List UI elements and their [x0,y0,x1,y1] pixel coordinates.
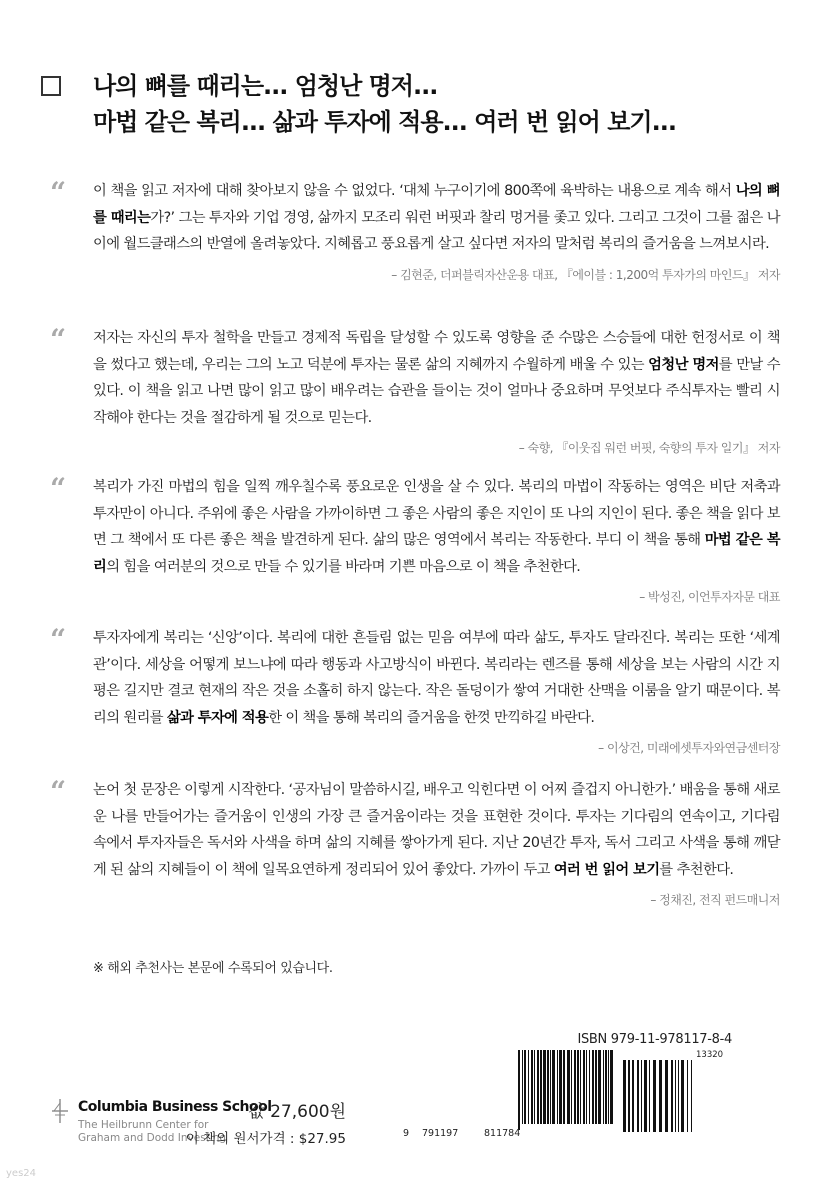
barcode-bar [577,1050,579,1124]
addon-bar [687,1060,688,1132]
addon-bar [644,1060,647,1132]
barcode-bar [557,1050,558,1124]
barcode-bar [608,1050,609,1124]
barcode-bar [534,1050,535,1124]
quote-text [93,474,780,580]
barcode-bar [522,1050,523,1124]
barcode-bar [531,1050,533,1124]
quote-text [93,777,780,883]
barcode-bar [610,1050,613,1124]
barcode-bar [528,1050,529,1124]
logo-sub-line-1: The Heilbrunn Center for [78,1119,209,1131]
barcode-bar [592,1050,594,1124]
quote-mark-icon: “ [50,623,67,656]
watermark: yes24 [6,1168,37,1179]
barcode-bar [567,1050,570,1124]
isbn-barcode [408,1050,748,1150]
columbia-crown-icon [52,1099,68,1123]
quote-text-part: 이 책을 읽고 저자에 대해 찾아보지 않을 수 없었다. ‘대체 누구이기에 800쪽에 육박하는 내용으로 계속 해서 [93,183,736,199]
barcode-bar [540,1050,542,1124]
quote-mark-icon: “ [50,176,67,209]
quote-attribution: – 정채진, 전직 펀드매니저 [650,893,780,907]
addon-bar [691,1060,692,1132]
barcode-bar [552,1050,555,1124]
recommendation-quote [50,325,780,456]
quote-highlight: 삶과 투자에 적용 [166,709,269,726]
price: 값 27,600원 [248,1102,346,1122]
quote-text-part: 를 만날 수 있다. 이 책을 읽고 나면 많이 읽고 많이 배우려는 습관을 들이는 것이 얼마나 중요하며 무엇보다 주식투자는 빨리 시작해야 한다는 것을 절감하게 될 것으로 믿는다. [93,356,780,426]
barcode-bar [524,1050,526,1124]
addon-bar [671,1060,673,1132]
barcode-bar [518,1050,520,1130]
barcode-bar [580,1050,581,1124]
barcode-bar [586,1050,587,1124]
barcode-lead-digit: 9 [403,1128,410,1139]
addon-code: 13320 [696,1050,724,1060]
quote-highlight: 엄청난 명저 [648,356,719,373]
recommendation-quote [50,474,780,605]
barcode-bar [563,1050,565,1124]
quote-text-part: 가?’ 그는 투자와 기업 경영, 삶까지 모조리 워런 버핏과 찰리 멍거를 좇고 있다. 그리고 그것이 그를 젊은 나이에 월드클래스의 반열에 올려놓았다. 지혜롭고 풍요롭게 살고 싶다면 저자의 말처럼 복리의 즐거움을 느껴보시라. [93,209,780,252]
addon-bar [628,1060,630,1132]
addon-bar [681,1060,684,1132]
barcode-bar [571,1050,572,1124]
quote-text-part: 를 추천한다. [659,861,734,878]
quote-text-part: 복리가 가진 마법의 힘을 일찍 깨우칠수록 풍요로운 인생을 살 수 있다. 복리의 마법이 작동하는 영역은 비단 저축과 투자만이 아니다. 주위에 좋은 사람을 가까이하면 그 좋은 사람의 좋은 지인이 또 나의 지인이 된다. 좋은 책을 읽다 보면 그 책에서 또 다른 좋은 책을 발견하게 된다. 삶의 많은 영역에서 복리는 작동한다. 부디 이 책을 통해 [93,479,780,548]
quote-text-part: 한 이 책을 통해 복리의 즐거움을 한껏 만끽하길 바란다. [268,709,595,726]
barcode-bar [537,1050,539,1124]
quote-highlight: 여러 번 읽어 보기 [553,861,660,878]
addon-bar [623,1060,626,1132]
heading-line-2: 마법 같은 복리... 삶과 투자에 적용... 여러 번 읽어 보기... [93,108,676,136]
recommendation-quote [50,178,780,283]
cover-heading [93,68,676,140]
heading-line-1: 나의 뼈를 때리는... 엄청난 명저... [93,72,438,100]
quote-text [93,325,780,431]
quote-mark-icon: “ [50,323,67,356]
barcode-left-digits: 791197 [422,1128,459,1139]
quote-text-part: 논어 첫 문장은 이렇게 시작한다. ‘공자님이 말씀하시길, 배우고 익힌다면 이 어찌 즐겁지 아니한가.’ 배움을 통해 새로운 나를 만들어가는 즐거움이 인생의 가장 큰 즐거움이라는 것을 표현한 것이다. 투자는 기다림의 연속이고, 기다림 속에서 투자자들은 독서와 사색을 하며 삶의 지혜를 쌓아가게 된다. 지난 20년간 투자, 독서 그리고 사색을 통해 깨닫게 된 삶의 지혜들이 이 책에 일목요연하게 정리되어 있어 좋았다. 가까이 두고 [93,782,780,878]
quote-mark-icon: “ [50,775,67,808]
addon-bar [653,1060,656,1132]
checkbox-square-icon [41,76,61,96]
barcode-bar [595,1050,597,1124]
barcode-bar [559,1050,562,1124]
addon-bar [632,1060,634,1132]
barcode-bar [605,1050,607,1124]
addon-bar [649,1060,650,1132]
quote-highlight: 마법 같은 복리 [93,532,780,575]
quote-attribution: – 이상건, 미래에셋투자와연금센터장 [598,741,780,755]
recommendation-quote [50,777,780,908]
quote-text [93,178,780,258]
barcode-bar [583,1050,585,1124]
quote-text-part: 투자자에게 복리는 ‘신앙’이다. 복리에 대한 흔들림 없는 믿음 여부에 따라 삶도, 투자도 달라진다. 복리는 또한 ‘세계관’이다. 세상을 어떻게 보느냐에 따라 행동과 사고방식이 바뀐다. 복리라는 렌즈를 통해 세상을 보는 사람의 시간 지평은 길지만 결코 현재의 작은 것을 소홀히 하지 않는다. 작은 돌덩이가 쌓여 거대한 산맥을 이룸을 알기 때문이다. 복리의 원리를 [93,630,780,726]
original-price: 이 책의 원서가격 : $27.95 [185,1131,346,1147]
barcode-bar [603,1050,604,1124]
barcode-right-digits: 811784 [484,1128,521,1139]
quote-attribution: – 박성진, 이언투자자문 대표 [639,590,780,604]
quote-text-part: 의 힘을 여러분의 것으로 만들 수 있기를 바라며 기쁜 마음으로 이 책을 추천한다. [106,558,581,575]
recommendation-quote [50,625,780,756]
addon-bar [678,1060,679,1132]
addon-bar [659,1060,662,1132]
quote-attribution: – 김현준, 더퍼블릭자산운용 대표, 『에이블 : 1,200억 투자가의 마인드』 저자 [391,267,780,282]
isbn: ISBN 979-11-978117-8-4 [577,1032,732,1047]
addon-bar [665,1060,668,1132]
logo-sub-line-2: Graham and Dodd Investing [78,1132,227,1144]
quote-highlight: 나의 뼈를 때리는 [93,183,780,226]
logo-name: Columbia Business School [78,1099,272,1115]
overseas-recommendation-note: ※ 해외 추천사는 본문에 수록되어 있습니다. [93,961,333,976]
quote-text-part: 저자는 자신의 투자 철학을 만들고 경제적 독립을 달성할 수 있도록 영향을 준 수많은 스승들에 대한 헌정서로 이 책을 썼다고 했는데, 우리는 그의 노고 덕분에 투자는 물론 삶의 지혜까지 수월하게 배울 수 있는 [93,330,780,373]
addon-bar [641,1060,642,1132]
barcode-bar [550,1050,551,1124]
barcode-bar [543,1050,546,1124]
barcode-bar [598,1050,601,1124]
barcode-bar [589,1050,590,1124]
quote-text [93,625,780,731]
addon-bar [637,1060,639,1132]
quote-mark-icon: “ [50,472,67,505]
addon-bar [675,1060,676,1132]
barcode-bar [574,1050,576,1124]
quote-attribution: – 숙향, 『이웃집 워런 버핏, 숙향의 투자 일기』 저자 [518,441,780,455]
barcode-bar [547,1050,549,1124]
